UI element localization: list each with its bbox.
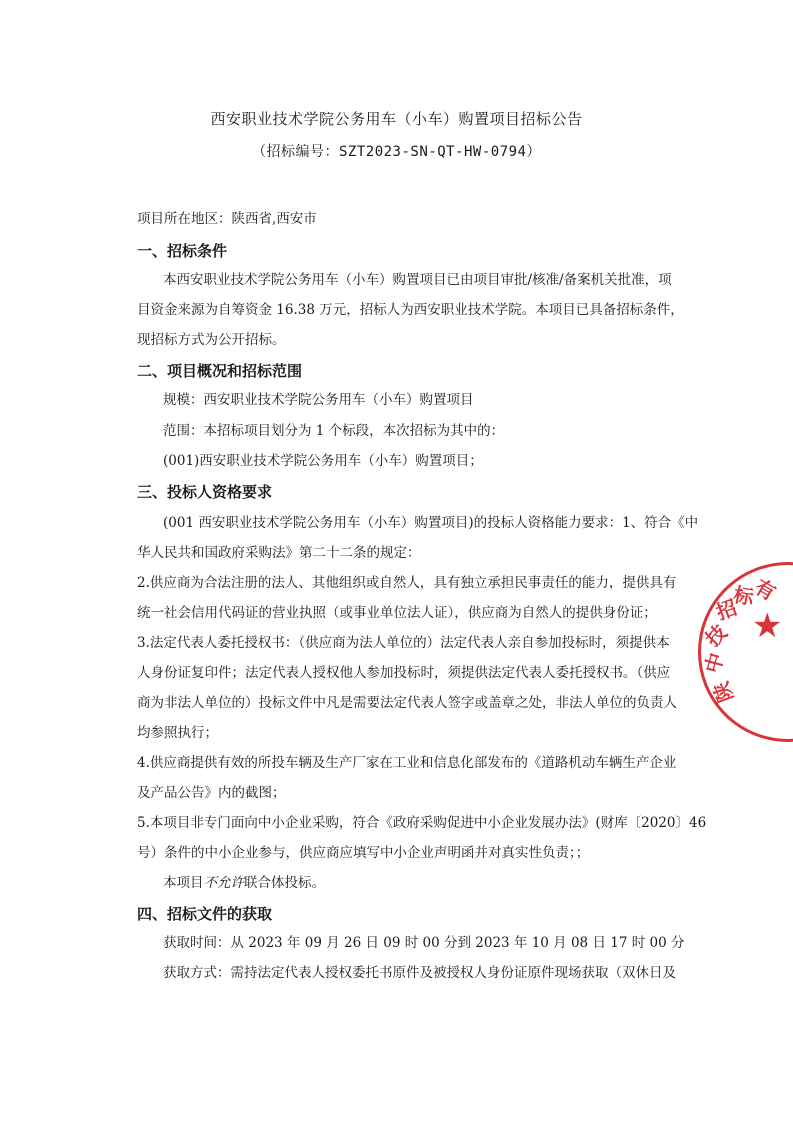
section-heading-3: 三、投标人资格要求 xyxy=(137,483,273,501)
s2-line-2: 范围：本招标项目划分为 1 个标段，本次招标为其中的： xyxy=(163,423,505,439)
s1-line-1: 本西安职业技术学院公务用车（小车）购置项目已由项目审批/核准/备案机关批准，项 xyxy=(163,272,672,288)
s4-line-2: 获取方式：需持法定代表人授权委托书原件及被授权人身份证原件现场获取（双休日及 xyxy=(163,965,676,981)
s1-line-3: 现招标方式为公开招标。 xyxy=(137,332,286,348)
section-heading-4: 四、招标文件的获取 xyxy=(137,905,273,923)
joint-bid-italic: 不允许 xyxy=(203,875,244,891)
s1-line-2: 目资金来源为自筹资金 16.38 万元，招标人为西安职业技术学院。本项目已具备招标条件， xyxy=(137,302,684,318)
section-heading-2: 二、项目概况和招标范围 xyxy=(137,362,303,380)
s3-line-11: 5.本项目非专门面向中小企业采购，符合《政府采购促进中小企业发展办法》(财库〔2020〕46 xyxy=(137,815,707,831)
s3-line-3: 2.供应商为合法注册的法人、其他组织或自然人，具有独立承担民事责任的能力，提供具有 xyxy=(137,575,677,591)
joint-bid-suffix: 联合体投标。 xyxy=(244,875,325,891)
tender-number: （招标编号：SZT2023-SN-QT-HW-0794） xyxy=(251,144,541,160)
document-title: 西安职业技术学院公务用车（小车）购置项目招标公告 xyxy=(210,110,583,128)
s3-line-8: 均参照执行； xyxy=(137,725,218,741)
seal-char: 中 xyxy=(700,650,729,676)
s3-line-1: (001 西安职业技术学院公务用车（小车）购置项目)的投标人资格能力要求：1、符合《中 xyxy=(163,515,699,531)
s3-line-2: 华人民共和国政府采购法》第二十二条的规定： xyxy=(137,545,421,561)
s3-line-10: 及产品公告》内的截图； xyxy=(137,785,286,801)
s4-line-1: 获取时间：从 2023 年 09 月 26 日 09 时 00 分到 2023 年 10 月 08 日 17 时 00 分 xyxy=(163,935,685,951)
s3-line-4: 统一社会信用代码证的营业执照（或事业单位法人证），供应商为自然人的提供身份证； xyxy=(137,605,657,621)
s3-line-12: 号）条件的中小企业参与，供应商应填写中小企业声明函并对真实性负责；； xyxy=(137,845,590,861)
project-location: 项目所在地区：陕西省,西安市 xyxy=(137,211,317,227)
seal-char: 技 xyxy=(700,620,732,652)
seal-star-icon: ★ xyxy=(752,606,783,646)
s2-line-1: 规模：西安职业技术学院公务用车（小车）购置项目 xyxy=(163,392,474,408)
seal-char: 陕 xyxy=(708,678,739,706)
joint-bid-prefix: 本项目 xyxy=(163,875,204,891)
s3-line-6: 人身份证复印件；法定代表人授权他人参加投标时，须提供法定代表人委托授权书。（供应 xyxy=(137,665,671,681)
s2-line-3: (001)西安职业技术学院公务用车（小车）购置项目； xyxy=(163,453,483,469)
s3-line-7: 商为非法人单位的）投标文件中凡是需要法定代表人签字或盖章之处，非法人单位的负责人 xyxy=(137,695,677,711)
seal-char: 标 xyxy=(731,582,756,610)
seal-char: 有 xyxy=(750,574,780,606)
section-heading-1: 一、招标条件 xyxy=(137,242,228,260)
joint-bid-line xyxy=(163,874,325,892)
s3-line-9: 4.供应商提供有效的所投车辆及生产厂家在工业和信息化部发布的《道路机动车辆生产企业 xyxy=(137,755,677,771)
s3-line-5: 3.法定代表人委托授权书：（供应商为法人单位的）法定代表人亲自参加投标时，须提供本 xyxy=(137,635,670,651)
seal-char: 招 xyxy=(713,595,741,625)
